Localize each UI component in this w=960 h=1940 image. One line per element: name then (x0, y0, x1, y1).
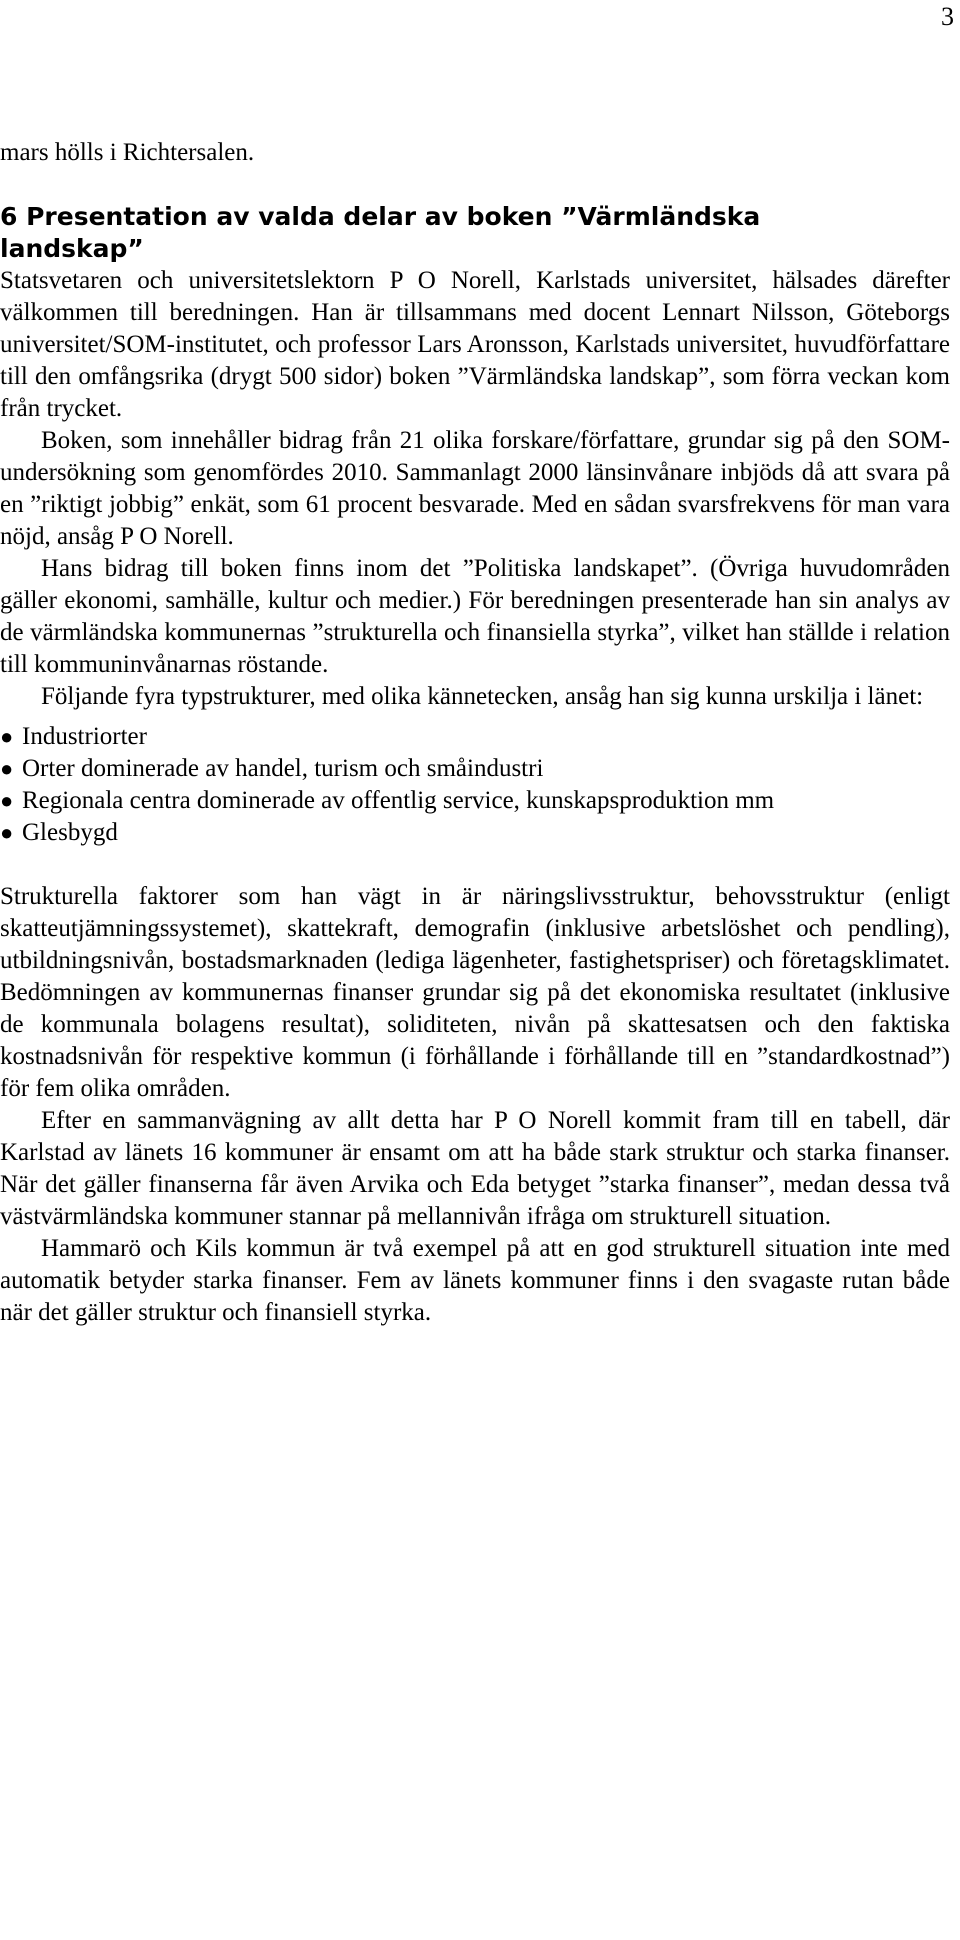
list-item (0, 785, 950, 817)
paragraph-book-survey: Boken, som innehåller bidrag från 21 olika forskare/författare, grundar sig på den SOM-undersökning som genomfördes 2010. Sammanlagt 2000 länsinvånare inbjöds då att svara på en ”riktigt jobbig” enkät, som 61 procent besvarade. Med en sådan svarsfrekvens för man vara nöjd, ansåg P O Norell. (0, 427, 950, 550)
list-item-text: Regionala centra dominerade av offentlig service, kunskapsproduktion mm (22, 787, 775, 814)
intro-line: mars hölls i Richtersalen. (0, 139, 255, 166)
list-item-text: Orter dominerade av handel, turism och småindustri (22, 755, 544, 782)
spacer (0, 849, 950, 881)
list-item (0, 721, 950, 753)
list-item (0, 753, 950, 785)
list-item (0, 817, 950, 849)
bullet-icon: ● (0, 756, 14, 781)
list-item-text: Industriorter (22, 723, 147, 750)
list-item-text: Glesbygd (22, 819, 118, 846)
paragraph-structural-factors: Strukturella faktorer som han vägt in är näringslivsstruktur, behovsstruktur (enligt skatteutjämningssystemet), skattekraft, demografin (inklusive arbetslöshet och pendling), utbildningsnivån, bostadsmarknaden (lediga lägenheter, fastighetspriser) och företagsklimatet. Bedömningen av kommunernas finanser grundar sig på det ekonomiska resultatet (inklusive de kommunala bolagens resultat), soliditeten, nivån på skattesatsen och den faktiska kostnadsnivån för respektive kommun (i förhållande i förhållande till en ”standardkostnad”) för fem olika områden. (0, 883, 950, 1102)
paragraph-introduction: Statsvetaren och universitetslektorn P O Norell, Karlstads universitet, hälsades därefter välkommen till beredningen. Han är tillsammans med docent Lennart Nilsson, Göteborgs universitet/SOM-institutet, och professor Lars Aronsson, Karlstads universitet, huvudförfattare till den omfångsrika (drygt 500 sidor) boken ”Värmländska landskap”, som förra veckan kom från trycket. (0, 267, 950, 422)
page-number: 3 (941, 2, 954, 31)
spacer (0, 169, 950, 201)
document-body (0, 137, 950, 1329)
paragraph-type-structures: Följande fyra typstrukturer, med olika kännetecken, ansåg han sig kunna urskilja i länet: (41, 683, 924, 710)
bullet-icon: ● (0, 820, 14, 845)
paragraph-examples: Hammarö och Kils kommun är två exempel på att en god strukturell situation inte med automatik betyder starka finanser. Fem av länets kommuner finns i den svagaste rutan både när det gäller struktur och finansiell styrka. (0, 1235, 950, 1326)
paragraph-political-landscape: Hans bidrag till boken finns inom det ”Politiska landskapet”. (Övriga huvudområden gäller ekonomi, samhälle, kultur och medier.) För beredningen presenterade han sin analys av de värmländska kommunernas ”strukturella och finansiella styrka”, vilket han ställde i relation till kommuninvånarnas röstande. (0, 555, 950, 678)
paragraph-table-summary: Efter en sammanvägning av allt detta har P O Norell kommit fram till en tabell, där Karlstad av länets 16 kommuner är ensamt om att ha både stark struktur och starka finanser. När det gäller finanserna får även Arvika och Eda betyget ”starka finanser”, medan dessa två västvärmländska kommuner stannar på mellannivån ifråga om strukturell situation. (0, 1107, 950, 1230)
structure-list (0, 721, 950, 849)
section-heading: 6 Presentation av valda delar av boken ”Värmländska landskap” (0, 202, 761, 263)
bullet-icon: ● (0, 788, 14, 813)
bullet-icon: ● (0, 724, 14, 749)
